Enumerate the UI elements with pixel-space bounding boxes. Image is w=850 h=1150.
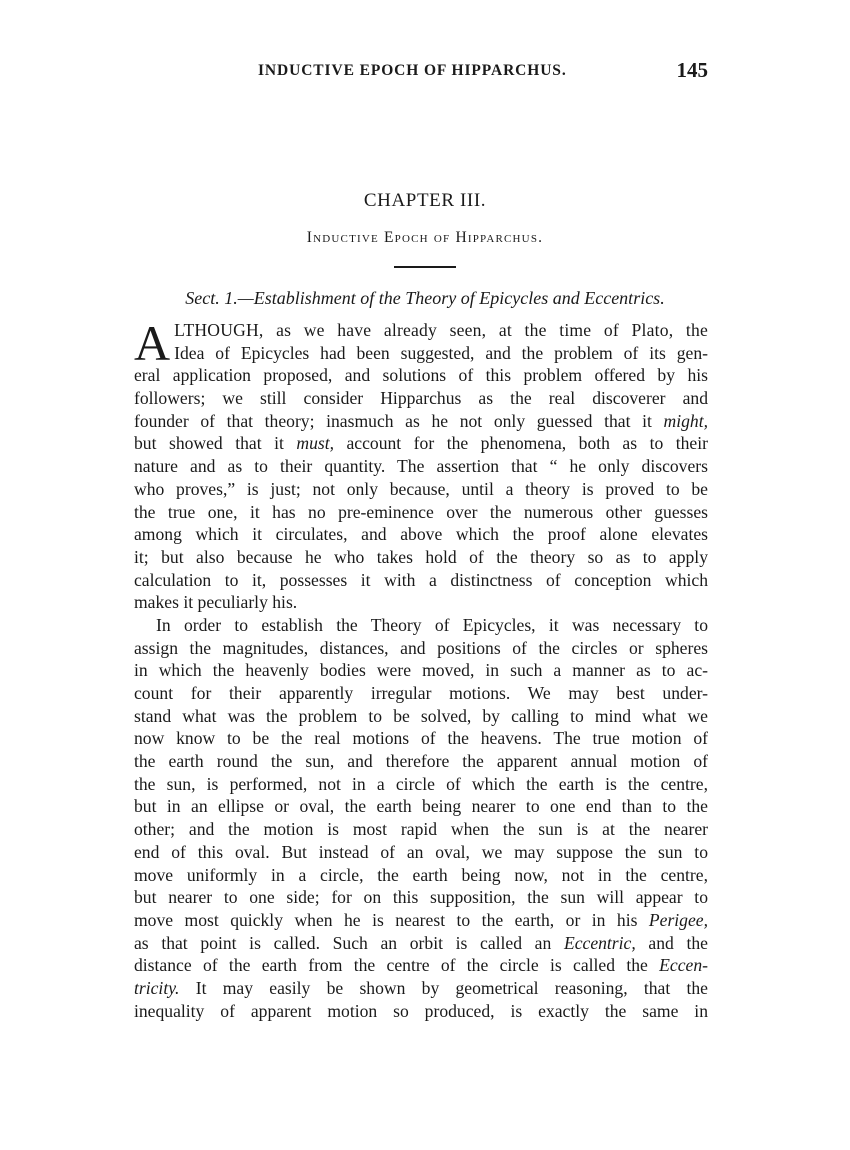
text-line [134, 410, 708, 433]
page-number: 145 [676, 58, 708, 82]
text-line [134, 954, 708, 977]
text-line: stand what was the problem to be solved, by calling to mind what we [134, 705, 708, 726]
text-line [134, 909, 708, 932]
emphasis-eccentricity-part2: tricity. [134, 977, 180, 998]
text-line: in which the heavenly bodies were moved, in such a manner as to ac- [134, 660, 708, 681]
text-line: makes it peculiarly his. [134, 592, 298, 613]
text-line: eral application proposed, and solutions of this problem offered by his [134, 365, 708, 386]
text-line: the earth round the sun, and therefore the apparent annual motion of [134, 751, 708, 772]
text-fragment: as that point is called. Such an orbit is called an [134, 932, 564, 953]
text-line: now know to be the real motions of the heavens. The true motion of [134, 728, 708, 749]
paragraph-2 [134, 614, 708, 1022]
running-header [134, 58, 708, 88]
emphasis-might: might, [663, 410, 708, 431]
text-line: inequality of apparent motion so produced, is exactly the same in [134, 1000, 708, 1021]
paragraph-1 [134, 315, 708, 614]
text-line: assign the magnitudes, distances, and positions of the circles or spheres [134, 637, 708, 658]
body-text [134, 315, 708, 1022]
text-fragment: distance of the earth from the centre of the circle is called the [134, 955, 660, 976]
section-heading: Sect. 1.—Establishment of the Theory of Epicycles and Eccentrics. [185, 288, 665, 308]
text-line: who proves,” is just; not only because, until a theory is proved to be [134, 478, 708, 499]
text-line: the true one, it has no pre-eminence over the numerous other guesses [134, 501, 708, 522]
text-line: followers; we still consider Hipparchus as the real discoverer and [134, 388, 708, 409]
text-line: count for their apparently irregular motions. We may best under- [134, 683, 708, 703]
decorative-rule [394, 266, 456, 268]
text-line: nature and as to their quantity. The assertion that “ he only discovers [134, 456, 708, 477]
chapter-title: CHAPTER III. [363, 190, 487, 211]
text-line: Idea of Epicycles had been suggested, and the problem of its gen- [174, 342, 708, 363]
text-fragment: and the [635, 932, 708, 953]
text-line [134, 432, 708, 455]
running-title: INDUCTIVE EPOCH OF HIPPARCHUS. [258, 62, 567, 79]
text-line: the sun, is performed, not in a circle of which the earth is the centre, [134, 773, 708, 794]
text-line: it; but also because he who takes hold of the theory so as to apply [134, 546, 708, 567]
emphasis-eccentric: Eccentric, [563, 932, 636, 953]
emphasis-must: must, [296, 433, 334, 454]
text-line: but in an ellipse or oval, the earth being nearer to one end than to the [134, 796, 708, 817]
emphasis-eccentricity-part1: Eccen- [659, 955, 708, 976]
text-line: calculation to it, possesses it with a distinctness of conception which [134, 569, 708, 590]
text-line: move uniformly in a circle, the earth being now, not in the centre, [134, 864, 708, 885]
text-line [134, 977, 708, 1000]
text-line: LTHOUGH, as we have already seen, at the time of Plato, the [174, 320, 708, 340]
chapter-subtitle: Inductive Epoch of Hipparchus. [306, 229, 544, 246]
text-fragment: but showed that it [134, 433, 297, 454]
text-fragment: move most quickly when he is nearest to the earth, or in his [134, 909, 649, 930]
drop-cap: A [134, 315, 171, 371]
emphasis-perigee: Perigee, [648, 909, 708, 930]
text-line [134, 932, 708, 955]
text-line: but nearer to one side; for on this supposition, the sun will appear to [134, 887, 708, 908]
text-line: other; and the motion is most rapid when the sun is at the nearer [134, 819, 708, 840]
text-fragment: It may easily be shown by geometrical reasoning, that the [179, 977, 708, 998]
text-line: In order to establish the Theory of Epicycles, it was necessary to [156, 614, 708, 635]
text-fragment: account for the phenomena, both as to their [334, 433, 708, 454]
text-line: end of this oval. But instead of an oval, we may suppose the sun to [134, 841, 708, 862]
text-line: among which it circulates, and above which the proof alone elevates [134, 524, 708, 545]
text-fragment: founder of that theory; inasmuch as he not only guessed that it [134, 410, 664, 431]
